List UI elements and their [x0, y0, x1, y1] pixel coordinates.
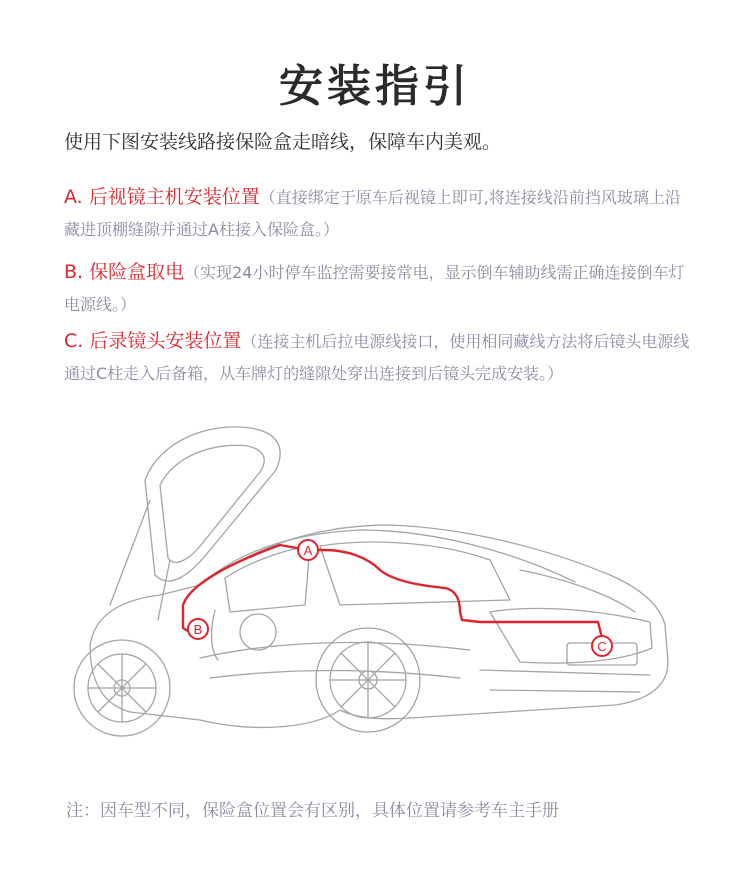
car-sketch — [50, 400, 690, 770]
marker-b — [188, 619, 208, 639]
footnote: 注：因车型不同，保险盒位置会有区别，具体位置请参考车主手册 — [66, 801, 559, 821]
item-b-heading: B. 保险盒取电 — [64, 261, 185, 283]
page-title: 安装指引 — [279, 61, 471, 112]
item-c-heading: C. 后录镜头安装位置 — [64, 330, 242, 352]
item-a — [64, 181, 694, 246]
item-c-detail: （连接主机后拉电源线接口，使用相同藏线方法将后镜头电源线通过C柱走入后备箱，从车牌灯的缝隙处穿出连接到后镜头完成安装。） — [64, 332, 690, 383]
marker-c — [592, 636, 612, 656]
item-a-heading: A. 后视镜主机安装位置 — [64, 186, 260, 208]
car-illustration — [50, 400, 690, 770]
marker-c-label: C — [597, 639, 607, 654]
item-a-detail: （直接绑定于原车后视镜上即可,将连接线沿前挡风玻璃上沿藏进顶棚缝隙并通过A柱接入保险盒。） — [64, 188, 681, 239]
marker-a-label: A — [303, 543, 313, 558]
wiring-route — [183, 545, 602, 638]
intro-text: 使用下图安装线路接保险盒走暗线，保障车内美观。 — [64, 131, 502, 153]
item-b — [64, 256, 694, 321]
item-b-detail: （实现24小时停车监控需要接常电，显示倒车辅助线需正确连接倒车灯电源线。） — [64, 263, 685, 314]
marker-a — [298, 540, 318, 560]
marker-b-label: B — [193, 622, 203, 637]
item-c — [64, 325, 694, 390]
